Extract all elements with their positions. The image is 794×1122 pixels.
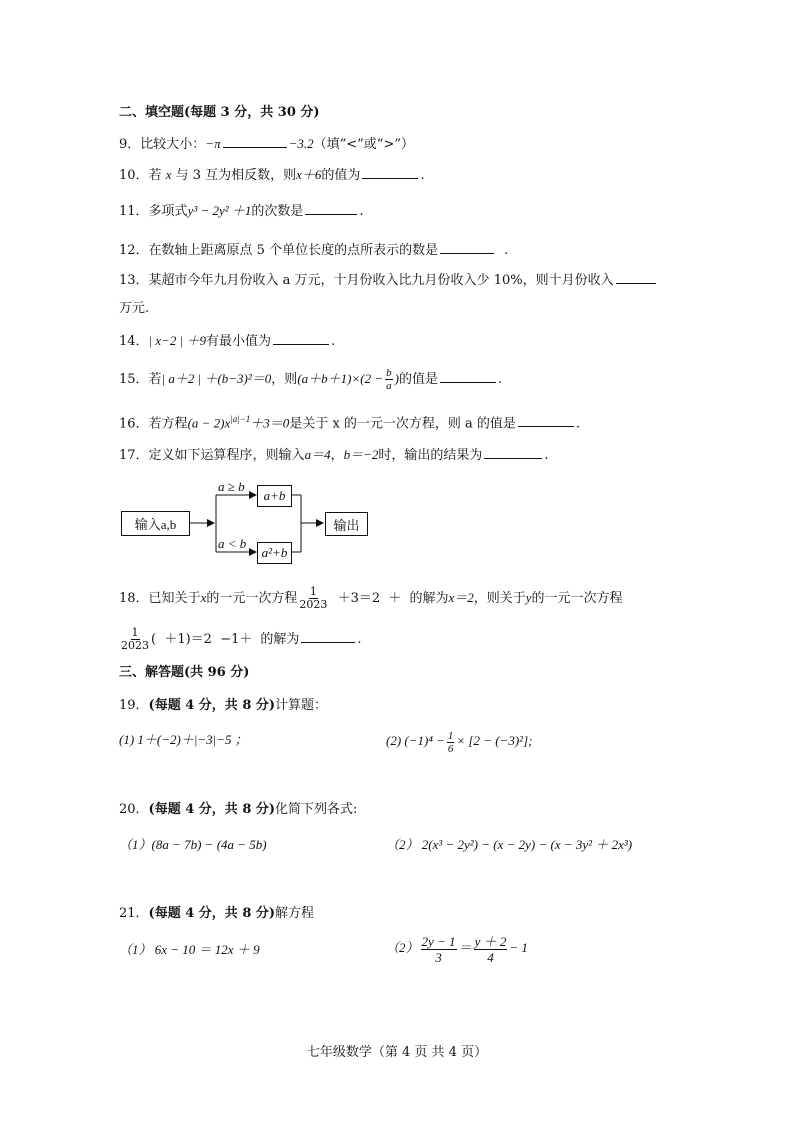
section-2-title: 二、填空题(每题 3 分，共 30 分) — [119, 105, 320, 120]
q20-part-2: （2） 2(x³ − 2y²) − (x − 2y) − (x − 3y² ＋ 2x³) — [386, 837, 633, 852]
q19-frac-top: 1 — [447, 729, 454, 742]
q19-text: 计算题： — [275, 698, 328, 713]
q17-separator: ， — [330, 448, 344, 463]
q12-end: . — [504, 243, 509, 258]
q21-part2-b: − 1 — [509, 940, 528, 955]
q10-expr: x＋6 — [296, 167, 322, 182]
q17-number: 17． — [119, 448, 149, 463]
q15-expr-a: | a＋2 | ＋(b−3)²＝0 — [161, 371, 272, 386]
page-footer: 七年级数学（第 4 页 共 4 页） — [306, 1045, 488, 1060]
q13-text: 某超市今年九月份收入 a 万元，十月份收入比九月份收入少 10%，则十月份收入 — [148, 273, 614, 288]
q11-number: 11． — [119, 204, 149, 219]
q14-text: 有最小值为 — [206, 334, 272, 349]
q18-fraction-2 — [121, 627, 149, 652]
q15-text-a: 若 — [148, 372, 162, 387]
q18-frac2-top: 1 — [131, 626, 139, 639]
q18-line-2 — [119, 627, 362, 652]
q9-expr-b: −3.2 — [288, 136, 314, 151]
q14-end: . — [331, 334, 336, 349]
q21-part2-label: （2） — [386, 940, 419, 955]
q14-expr: | x−2 | ＋9 — [148, 333, 206, 348]
q18-var-y: y — [525, 590, 532, 605]
q9-hint: （填“<”或“>”） — [313, 137, 414, 152]
q19-part-1: (1) 1＋(−2)＋|−3|−5 ； — [119, 732, 248, 747]
q20-score: (每题 4 分，共 8 分) — [148, 802, 276, 817]
q11-text-b: 的次数是 — [251, 204, 304, 219]
q11-expr: y³ − 2y² ＋1 — [187, 203, 252, 218]
q17-expr-a: a＝4 — [304, 447, 331, 462]
q13-line-2: 万元. — [119, 301, 150, 316]
q19-part-2 — [386, 729, 532, 755]
q16-text-a: 若方程 — [148, 416, 188, 432]
q10-text-c: 的值为 — [321, 168, 361, 183]
flow-condition-bottom: a < b — [218, 536, 247, 551]
q12-number: 12． — [119, 243, 149, 258]
q19-number: 19． — [119, 698, 149, 713]
q19-part2-a: (2) (−1)⁴ − — [386, 733, 445, 748]
q21-text: 解方程 — [275, 906, 315, 921]
q21-part-2 — [386, 932, 528, 965]
q11-text-a: 多项式 — [148, 204, 188, 219]
q18-text-d: ，则关于 — [473, 591, 526, 606]
q18-text-f: 的解为 — [260, 632, 300, 647]
q19-frac-bot: 6 — [447, 742, 454, 755]
flow-box-top: a+b — [257, 485, 292, 507]
q21-equals: ＝ — [458, 940, 472, 955]
q21-part-1: （1） 6x − 10 ＝ 12x ＋ 9 — [119, 942, 260, 957]
q15-frac-top: b — [386, 367, 392, 379]
q21-fraction-2 — [474, 934, 508, 965]
q19-score: (每题 4 分，共 8 分) — [148, 698, 276, 713]
flow-condition-top: a ≥ b — [218, 479, 245, 494]
q21-frac2-bot: 4 — [487, 949, 494, 965]
q18-frac1-bot: 2023 — [299, 598, 328, 611]
q18-number: 18． — [119, 591, 149, 606]
q12-text: 在数轴上距离原点 5 个单位长度的点所表示的数是 — [148, 243, 439, 258]
question-19 — [119, 697, 327, 715]
q18-solution: x＝2 — [448, 590, 474, 605]
q17-end: . — [544, 448, 549, 463]
q16-text-b: 是关于 x 的一元一次方程，则 a 的值是 — [289, 416, 516, 432]
q10-number: 10． — [119, 168, 149, 183]
q16-exponent: |a|−1 — [230, 414, 251, 424]
q18-text-c: 的解为 — [409, 591, 449, 606]
question-18 — [119, 586, 623, 611]
q15-end: . — [497, 372, 503, 387]
q18-text-a: 已知关于 — [148, 591, 201, 606]
q11-end: . — [359, 204, 364, 219]
q13-number: 13． — [119, 273, 149, 288]
q18-equation-2: ( ＋1)＝2 −1＋ — [151, 632, 253, 647]
q21-frac1-top: 2y − 1 — [421, 933, 456, 949]
flow-output-box: 输出 — [325, 512, 368, 536]
q21-frac2-top: y ＋ 2 — [474, 933, 507, 949]
q10-text-b: 与 3 互为相反数，则 — [171, 168, 297, 183]
q16-expr-b: ＋3＝0 — [250, 415, 290, 431]
q21-fraction-1 — [421, 934, 457, 965]
section-3-title: 三、解答题(共 96 分) — [119, 665, 250, 680]
q18-var-x: x — [200, 590, 207, 605]
q15-expr-b: (a＋b＋1)×(2 − — [297, 371, 384, 386]
q9-number: 9． — [119, 137, 141, 152]
q18-answer-blank — [301, 630, 355, 643]
q9-text: 比较大小： — [140, 137, 206, 152]
q19-part2-b: × [2 − (−3)²]; — [456, 733, 533, 748]
q19-fraction — [447, 730, 455, 755]
q18-text-b: 的一元一次方程 — [206, 591, 298, 606]
q21-number: 21． — [119, 906, 149, 921]
q18-text-e: 的一元一次方程 — [531, 591, 623, 606]
flow-input-box: 输入a,b — [121, 511, 190, 536]
q10-text-a: 若 — [148, 168, 166, 183]
flow-box-bottom: a²+b — [257, 542, 292, 564]
q9-expr-a: −π — [205, 136, 221, 151]
question-20 — [119, 801, 357, 819]
q17-expr-b: b＝−2 — [343, 447, 379, 462]
q18-equation-1: ＋3＝2 ＋ — [329, 591, 402, 606]
q21-score: (每题 4 分，共 8 分) — [148, 906, 276, 921]
q16-expr-a: (a − 2)x — [187, 415, 231, 431]
q20-text: 化简下列各式: — [275, 802, 358, 817]
q15-text-b: ，则 — [271, 372, 298, 387]
q18-end: . — [357, 632, 362, 647]
q10-end: . — [420, 168, 425, 183]
q18-frac2-bot: 2023 — [121, 639, 149, 652]
q15-frac-bot: a — [386, 380, 392, 392]
q18-frac1-top: 1 — [309, 585, 317, 598]
q18-fraction-1 — [299, 586, 327, 611]
q20-part-1: （1）(8a − 7b) − (4a − 5b) — [119, 837, 267, 852]
q16-end: . — [575, 416, 581, 432]
question-21 — [119, 905, 314, 923]
q16-number: 16． — [119, 416, 149, 432]
q14-number: 14． — [119, 334, 149, 349]
q17-text-b: 时，输出的结果为 — [378, 448, 483, 463]
q17-text-a: 定义如下运算程序，则输入 — [148, 448, 305, 463]
q20-number: 20． — [119, 802, 149, 817]
q15-text-c: 的值是 — [398, 372, 438, 387]
q21-frac1-bot: 3 — [435, 949, 442, 965]
q10-var-x: x — [165, 167, 172, 182]
q15-expr-c: ) — [394, 371, 399, 386]
q15-number: 15． — [119, 372, 149, 387]
